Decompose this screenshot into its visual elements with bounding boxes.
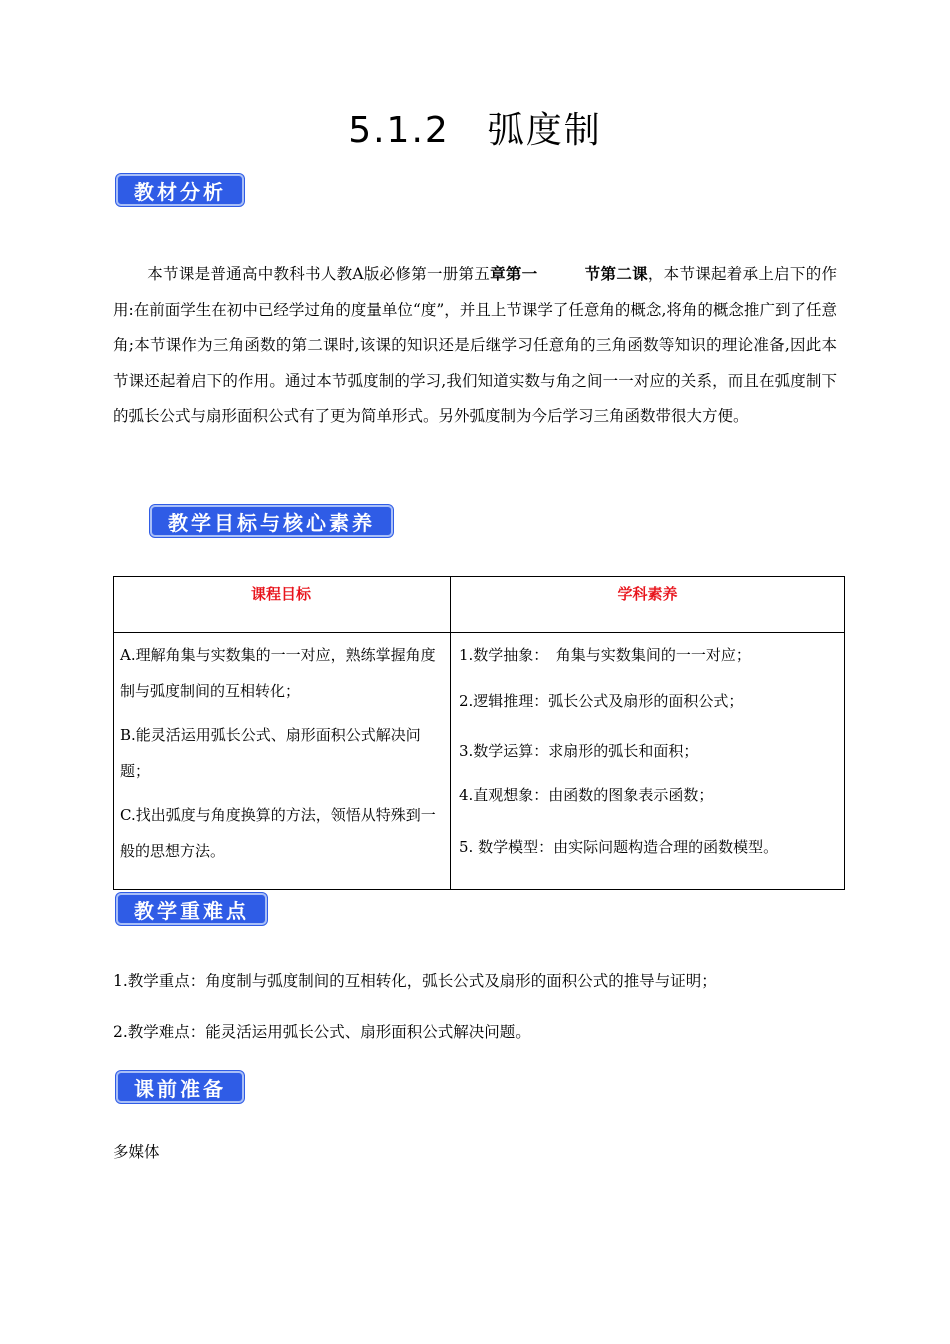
table-row	[114, 633, 845, 890]
course-goal-item: C.找出弧度与角度换算的方法，领悟从特殊到一般的思想方法。	[120, 806, 436, 860]
course-goals-cell	[114, 633, 451, 890]
prep-text: 多媒体	[113, 1143, 160, 1161]
difficult-point-item: 2.教学难点：能灵活运用弧长公式、扇形面积公式解决问题。	[113, 1023, 531, 1041]
key-point-item: 1.教学重点：角度制与弧度制间的互相转化，弧长公式及扇形的面积公式的推导与证明；	[113, 972, 717, 990]
section-badge-analysis: 教材分析	[116, 174, 244, 206]
literacy-item: 5. 数学模型：由实际问题构造合理的函数模型。	[459, 838, 779, 856]
table-header-row	[114, 577, 845, 633]
literacy-item: 2.逻辑推理：弧长公式及扇形的面积公式；	[459, 692, 744, 710]
header-literacy: 学科素养	[451, 577, 845, 633]
analysis-paragraph	[113, 257, 837, 435]
section-badge-key-points: 教学重难点	[116, 893, 267, 925]
course-goal-item: B.能灵活运用弧长公式、扇形面积公式解决问题；	[120, 726, 421, 780]
literacy-item: 1.数学抽象： 角集与实数集间的一一对应；	[459, 646, 751, 664]
literacy-item: 4.直观想象：由函数的图象表示函数；	[459, 786, 714, 804]
literacy-item: 3.数学运算：求扇形的弧长和面积；	[459, 742, 699, 760]
section-badge-goals: 教学目标与核心素养	[150, 505, 393, 537]
literacy-cell	[451, 633, 845, 890]
analysis-text-part1: 本节课是普通高中教科书人教A版必修第一册第五	[147, 265, 491, 283]
goals-table	[113, 576, 845, 890]
header-course-goals: 课程目标	[114, 577, 451, 633]
analysis-text-part2: ，本节课起着承上启下的作用:在前面学生在初中已经学过角的度量单位“度”，并且上节课学了任意角的概念,将角的概念推广到了任意角;本节课作为三角函数的第二课时,该课的知识还是后继学习任意角的三角函数等知识的理论准备,因此本节课还起着启下的作用。通过本节弧度制的学习,我们知道实数与角之间一一对应的关系，而且在弧度制下的弧长公式与扇形面积公式有了更为简单形式。另外弧度制为今后学习三角函数带很大方便。	[113, 265, 837, 425]
analysis-text-bold: 章第一 节第二课	[490, 265, 648, 283]
page-title: 5.1.2 弧度制	[348, 110, 602, 151]
course-goal-item: A.理解角集与实数集的一一对应，熟练掌握角度制与弧度制间的互相转化；	[120, 646, 436, 700]
section-badge-prep: 课前准备	[116, 1071, 244, 1103]
